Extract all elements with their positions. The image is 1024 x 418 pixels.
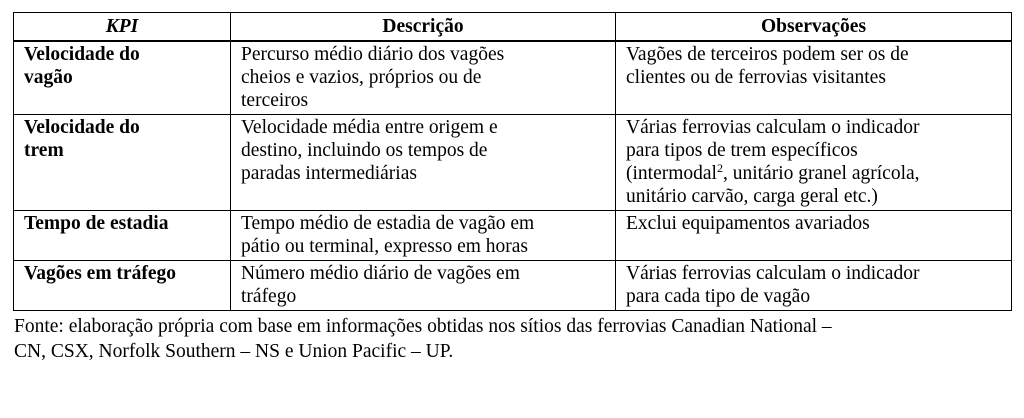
descricao-cell: Número médio diário de vagões em tráfego <box>231 261 616 311</box>
kpi-table <box>13 12 1012 311</box>
table-header-row <box>14 13 1012 42</box>
footnote-marker: 2 <box>716 161 723 175</box>
header-kpi: KPI <box>14 13 231 42</box>
observacoes-cell: Várias ferrovias calculam o indicador para cada tipo de vagão <box>616 261 1012 311</box>
descricao-cell: Velocidade média entre origem e destino, incluindo os tempos de paradas intermediárias <box>231 115 616 211</box>
table-row <box>14 115 1012 211</box>
header-observacoes: Observações <box>616 13 1012 42</box>
kpi-cell: Vagões em tráfego <box>14 261 231 311</box>
table-row <box>14 261 1012 311</box>
observacoes-cell: Exclui equipamentos avariados <box>616 211 1012 261</box>
header-descricao: Descrição <box>231 13 616 42</box>
source-note: Fonte: elaboração própria com base em informações obtidas nos sítios das ferrovias Canadian National – CN, CSX, Norfolk Southern – NS e Union Pacific – UP. <box>14 316 832 362</box>
table-row <box>14 211 1012 261</box>
descricao-cell: Percurso médio diário dos vagões cheios e vazios, próprios ou de terceiros <box>231 41 616 115</box>
observacoes-cell: Vagões de terceiros podem ser os de clientes ou de ferrovias visitantes <box>616 41 1012 115</box>
kpi-cell: Velocidade do vagão <box>14 41 231 115</box>
kpi-cell: Tempo de estadia <box>14 211 231 261</box>
kpi-cell: Velocidade do trem <box>14 115 231 211</box>
table-row <box>14 41 1012 115</box>
observacoes-cell: Várias ferrovias calculam o indicador para tipos de trem específicos (intermodal$^2$, unitário granel agrícola, unitário carvão, carga geral etc.) <box>616 115 1012 211</box>
descricao-cell: Tempo médio de estadia de vagão em pátio ou terminal, expresso em horas <box>231 211 616 261</box>
